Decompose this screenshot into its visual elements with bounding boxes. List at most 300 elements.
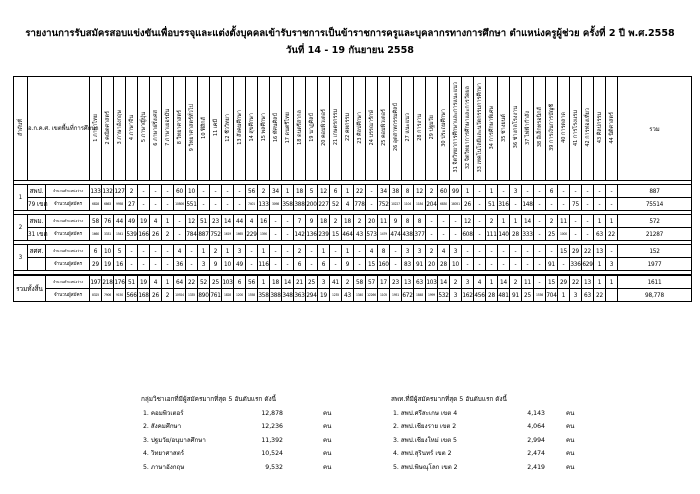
cell-positions: 18 <box>270 275 282 289</box>
cell-applicants: 1660 <box>90 228 102 241</box>
cell-applicants: 1390 <box>258 228 270 241</box>
cell-applicants-total: 21287 <box>618 228 692 241</box>
cell-applicants: 25 <box>522 289 534 302</box>
cell-applicants: 3098 <box>270 198 282 211</box>
cell-positions: 10 <box>186 185 198 198</box>
cell-applicants: - <box>162 198 174 211</box>
cell-positions: 99 <box>450 185 462 198</box>
cell-applicants: - <box>270 228 282 241</box>
cell-applicants: - <box>486 258 498 271</box>
list-item-value: 12,878 <box>261 409 283 417</box>
cell-positions: 3 <box>318 275 330 289</box>
cell-positions: 6 <box>234 275 246 289</box>
cell-applicants: 336 <box>570 258 582 271</box>
cell-positions: - <box>498 185 510 198</box>
cell-positions: 15 <box>558 245 570 258</box>
cell-applicants: 363 <box>294 289 306 302</box>
list-item <box>141 447 391 461</box>
cell-positions: 6 <box>90 245 102 258</box>
cell-applicants: - <box>582 198 594 211</box>
cell-applicants: 239 <box>318 228 330 241</box>
cell-positions: 1 <box>606 275 618 289</box>
col-header-subject: 26 อุตสาหกรรมศิลป์ <box>390 77 402 181</box>
cell-applicants: 2 <box>162 289 174 302</box>
cell-positions: 1 <box>258 245 270 258</box>
cell-applicants: 629 <box>582 258 594 271</box>
cell-positions: 29 <box>558 275 570 289</box>
cell-applicants: 27 <box>126 198 138 211</box>
row-region-count: 31 เขต <box>28 228 46 241</box>
cell-applicants: 43 <box>354 228 366 241</box>
cell-applicants: 1999 <box>426 289 438 302</box>
cell-applicants: 1104 <box>402 198 414 211</box>
list-item-unit: คน <box>566 423 575 430</box>
table-row-positions <box>14 215 692 228</box>
row-label-positions: จำนวนตำแหน่งว่าง <box>46 245 90 258</box>
cell-applicants: - <box>606 198 618 211</box>
cell-applicants: 51 <box>486 198 498 211</box>
cell-applicants: - <box>186 258 198 271</box>
cell-applicants: 608 <box>462 228 474 241</box>
cell-applicants: 10 <box>450 258 462 271</box>
cell-applicants: 83 <box>402 258 414 271</box>
cell-positions: 3 <box>462 275 474 289</box>
list-item-label: 4. สพป.สุรินทร์ เขต 2 <box>393 450 452 457</box>
cell-applicants: - <box>138 258 150 271</box>
cell-applicants: 22 <box>594 289 606 302</box>
cell-applicants: 18051 <box>450 198 462 211</box>
cell-positions: - <box>186 245 198 258</box>
col-header-subject: 12 ชีววิทยา <box>222 77 234 181</box>
cell-positions: 1 <box>606 215 618 228</box>
cell-applicants: 481 <box>498 289 510 302</box>
cell-positions: 25 <box>210 275 222 289</box>
cell-positions: 9 <box>390 215 402 228</box>
cell-applicants: 1536 <box>534 289 546 302</box>
cell-applicants: 784 <box>186 228 198 241</box>
cell-applicants: 10924 <box>174 289 186 302</box>
cell-applicants: 6 <box>318 258 330 271</box>
col-header-subject: 11 เคมี <box>210 77 222 181</box>
cell-positions: 2 <box>546 215 558 228</box>
cell-applicants: 551 <box>186 198 198 211</box>
row-label-applicants: จำนวนผู้สมัคร <box>46 228 90 241</box>
cell-applicants: 19 <box>102 258 114 271</box>
total-row-positions <box>14 275 692 289</box>
cell-applicants: - <box>498 258 510 271</box>
col-header-subject: 5 ภาษาญี่ปุ่น <box>138 77 150 181</box>
cell-positions: 2 <box>450 275 462 289</box>
cell-applicants: 26 <box>150 289 162 302</box>
col-header-subject: 2 คณิตศาสตร์ <box>102 77 114 181</box>
cell-positions: 1 <box>486 275 498 289</box>
cell-positions: 22 <box>186 275 198 289</box>
cell-applicants: 3 <box>570 289 582 302</box>
cell-positions: 2 <box>426 185 438 198</box>
list-item-label: 3. ปฐมวัย/อนุบาลศึกษา <box>143 436 206 444</box>
cell-positions: - <box>210 185 222 198</box>
cell-applicants: - <box>522 258 534 271</box>
cell-positions: 19 <box>138 275 150 289</box>
col-header-subject: 23 ศิลปศึกษา <box>354 77 366 181</box>
cell-positions: 1 <box>222 245 234 258</box>
cell-positions: 4 <box>366 245 378 258</box>
col-header-subject: 3 ภาษาอังกฤษ <box>114 77 126 181</box>
cell-applicants <box>606 289 618 302</box>
top-subjects-list <box>141 393 391 474</box>
row-seq: 1 <box>14 185 28 211</box>
cell-applicants: 116 <box>258 258 270 271</box>
cell-applicants: 28 <box>486 289 498 302</box>
cell-positions: 1 <box>498 215 510 228</box>
cell-applicants: 204 <box>426 198 438 211</box>
list-item <box>391 407 671 421</box>
list-item <box>391 461 671 475</box>
cell-positions: - <box>606 185 618 198</box>
cell-applicants: - <box>150 258 162 271</box>
cell-positions: 1 <box>198 245 210 258</box>
cell-positions: 29 <box>570 245 582 258</box>
cell-positions: - <box>138 185 150 198</box>
cell-positions: 4 <box>438 245 450 258</box>
cell-positions: 22 <box>570 275 582 289</box>
cell-applicants: - <box>306 258 318 271</box>
list-item-value: 2,994 <box>527 436 545 444</box>
cell-positions: 18 <box>318 215 330 228</box>
col-header-subject: 34 การศึกษาพิเศษ <box>486 77 498 181</box>
cell-positions: 25 <box>306 275 318 289</box>
cell-positions: 1 <box>258 275 270 289</box>
cell-positions: - <box>486 245 498 258</box>
cell-positions: 34 <box>270 185 282 198</box>
list-item-unit: คน <box>323 463 332 471</box>
list-item-unit: คน <box>566 436 575 444</box>
top-areas-heading: สพท.ที่มีผู้สมัครมากที่สุด 5 อันดับแรก ดังนี้ <box>391 395 507 403</box>
cell-positions: 11 <box>378 215 390 228</box>
col-header-subject: 25 คอมพิวเตอร์ <box>378 77 390 181</box>
cell-positions: 13 <box>402 275 414 289</box>
cell-positions: 1 <box>594 275 606 289</box>
cell-positions: 4 <box>246 215 258 228</box>
cell-positions: 34 <box>378 185 390 198</box>
cell-positions: 58 <box>90 215 102 228</box>
cell-applicants: 16 <box>114 258 126 271</box>
cell-applicants: - <box>546 198 558 211</box>
cell-applicants: - <box>450 228 462 241</box>
cell-positions: 38 <box>390 185 402 198</box>
cell-applicants: 388 <box>270 289 282 302</box>
list-item-label: 2. สพป.เชียงราย เขต 2 <box>393 423 457 430</box>
cell-positions: 60 <box>438 185 450 198</box>
cell-applicants: 532 <box>438 289 450 302</box>
cell-applicants-total: 98,778 <box>618 289 692 302</box>
cell-positions: - <box>510 245 522 258</box>
cell-positions: 23 <box>390 275 402 289</box>
cell-applicants: 752 <box>378 198 390 211</box>
cell-positions: 12 <box>318 185 330 198</box>
list-item-unit: คน <box>566 450 575 457</box>
cell-applicants: 1951 <box>390 289 402 302</box>
cell-positions: 1 <box>318 245 330 258</box>
row-region-count <box>28 258 46 271</box>
cell-applicants: 49 <box>234 258 246 271</box>
cell-applicants: 316 <box>498 198 510 211</box>
cell-positions: 8 <box>378 245 390 258</box>
cell-applicants: 388 <box>294 198 306 211</box>
cell-positions: 14 <box>438 275 450 289</box>
cell-positions: 19 <box>138 215 150 228</box>
col-header-subject: 40 การตลาด <box>558 77 570 181</box>
cell-positions: 133 <box>90 185 102 198</box>
cell-applicants: - <box>534 228 546 241</box>
cell-positions: - <box>162 185 174 198</box>
cell-applicants: 3331 <box>102 228 114 241</box>
list-item <box>141 407 391 421</box>
cell-positions: - <box>150 185 162 198</box>
cell-applicants: 333 <box>522 228 534 241</box>
cell-positions: 63 <box>414 275 426 289</box>
cell-applicants: 752 <box>210 228 222 241</box>
cell-applicants: 672 <box>402 289 414 302</box>
cell-positions: 12 <box>186 215 198 228</box>
cell-applicants: - <box>282 228 294 241</box>
cell-applicants: - <box>246 258 258 271</box>
cell-positions: 127 <box>114 185 126 198</box>
cell-positions: - <box>534 215 546 228</box>
cell-positions: - <box>282 245 294 258</box>
cell-applicants: 12266 <box>366 289 378 302</box>
cell-applicants: - <box>582 228 594 241</box>
cell-positions: 16 <box>258 215 270 228</box>
col-header-subject: 37 ไฟฟ้ากำลัง <box>522 77 534 181</box>
cell-applicants: 9150 <box>114 289 126 302</box>
cell-positions: 52 <box>198 275 210 289</box>
col-header-subject: 16 ทัศนศิลป์ <box>270 77 282 181</box>
col-header-subject: 28 การงาน <box>414 77 426 181</box>
cell-applicants: 1105 <box>378 289 390 302</box>
col-header-subject: 8 วิทยาศาสตร์ <box>174 77 186 181</box>
cell-positions: 2 <box>126 185 138 198</box>
cell-applicants: 358 <box>282 198 294 211</box>
list-item <box>391 447 671 461</box>
col-header-subject: 10 ฟิสิกส์ <box>198 77 210 181</box>
cell-applicants: 456 <box>474 289 486 302</box>
cell-positions: 11 <box>558 215 570 228</box>
cell-applicants: 142 <box>294 228 306 241</box>
list-item-value: 4,143 <box>527 409 545 417</box>
list-item-label: 4. วิทยาศาสตร์ <box>143 450 185 457</box>
list-item <box>141 461 391 475</box>
cell-applicants: 1665 <box>234 228 246 241</box>
list-item-value: 2,474 <box>527 450 545 457</box>
col-header-subject: 7 ภาษาเยอรมัน <box>162 77 174 181</box>
col-header-subject: 32 จิตวิทยาการศึกษาและการวัดผล <box>462 77 474 181</box>
cell-positions: - <box>126 245 138 258</box>
cell-applicants: - <box>270 258 282 271</box>
cell-applicants: - <box>462 258 474 271</box>
cell-positions: 3 <box>402 245 414 258</box>
cell-applicants: 29 <box>90 258 102 271</box>
list-item-unit: คน <box>566 463 575 471</box>
cell-applicants: 9958 <box>114 198 126 211</box>
cell-applicants: 26 <box>462 198 474 211</box>
cell-positions: 103 <box>426 275 438 289</box>
col-header-subject: 33 เทคโนโลยีและนวัตกรรมการศึกษา <box>474 77 486 181</box>
cell-positions: - <box>534 245 546 258</box>
cell-positions: 103 <box>222 275 234 289</box>
cell-positions: 2 <box>426 245 438 258</box>
cell-positions: - <box>306 245 318 258</box>
cell-applicants: 140 <box>498 228 510 241</box>
cell-positions: 176 <box>114 275 126 289</box>
cell-applicants: 15 <box>330 228 342 241</box>
cell-applicants-total: 1977 <box>618 258 692 271</box>
cell-applicants: 111 <box>486 228 498 241</box>
cell-applicants: - <box>594 198 606 211</box>
cell-positions: - <box>162 245 174 258</box>
cell-applicants: 1200 <box>234 289 246 302</box>
table-header-row <box>14 77 692 181</box>
col-header-subject: 41 การโรงแรม <box>570 77 582 181</box>
cell-applicants: 1848 <box>414 289 426 302</box>
cell-positions: 6 <box>546 185 558 198</box>
list-item-label: 1. สพป.ศรีสะเกษ เขต 4 <box>393 409 458 417</box>
list-item-label: 5. ภาษาอังกฤษ <box>143 463 185 471</box>
col-header-seq: ลำดับที่ <box>14 77 28 181</box>
cell-positions: 1 <box>486 185 498 198</box>
cell-applicants: 6 <box>294 258 306 271</box>
report-date: วันที่ 14 - 19 กันยายน 2558 <box>286 45 414 56</box>
cell-applicants: - <box>222 198 234 211</box>
cell-applicants: 43 <box>342 289 354 302</box>
cell-applicants: - <box>330 258 342 271</box>
list-item-unit: คน <box>323 436 332 444</box>
cell-positions: 1 <box>162 215 174 228</box>
cell-positions: 9 <box>306 215 318 228</box>
cell-applicants: 887 <box>198 228 210 241</box>
cell-applicants: 22 <box>606 228 618 241</box>
cell-applicants: 75 <box>570 198 582 211</box>
cell-positions: - <box>546 245 558 258</box>
cell-positions: 17 <box>378 275 390 289</box>
col-header-subject: 15 พลศึกษา <box>258 77 270 181</box>
cell-applicants: 25 <box>546 228 558 241</box>
cell-positions: 2 <box>342 275 354 289</box>
row-label-positions: จำนวนตำแหน่งว่าง <box>46 275 90 289</box>
cell-positions: - <box>222 185 234 198</box>
list-item <box>141 420 391 434</box>
col-header-subject: 43 ศิลปกรรม <box>594 77 606 181</box>
cell-applicants: 10227 <box>390 198 402 211</box>
cell-positions: 3 <box>234 245 246 258</box>
total-row-applicants <box>14 289 692 302</box>
total-label: รวมทั้งสิ้น <box>14 275 46 302</box>
cell-applicants: - <box>210 198 222 211</box>
cell-applicants: 438 <box>402 228 414 241</box>
cell-positions: 49 <box>126 215 138 228</box>
cell-positions: 8 <box>402 215 414 228</box>
cell-applicants: 761 <box>210 289 222 302</box>
col-header-subject: 14 สุขศึกษา <box>246 77 258 181</box>
cell-applicants: - <box>390 258 402 271</box>
cell-positions: 2 <box>294 245 306 258</box>
cell-applicants: 227 <box>318 198 330 211</box>
cell-applicants: 91 <box>414 258 426 271</box>
cell-applicants: 10806 <box>174 198 186 211</box>
cell-applicants: 168 <box>138 289 150 302</box>
cell-applicants: 1235 <box>330 289 342 302</box>
cell-applicants: 28 <box>438 258 450 271</box>
list-item <box>141 434 391 448</box>
cell-applicants: 539 <box>126 228 138 241</box>
cell-positions: 64 <box>174 275 186 289</box>
cell-applicants: 160 <box>378 258 390 271</box>
cell-applicants: - <box>162 258 174 271</box>
list-item-unit: คน <box>323 423 332 430</box>
cell-positions: 44 <box>114 215 126 228</box>
cell-applicants: 7906 <box>102 289 114 302</box>
cell-positions: 1 <box>162 275 174 289</box>
list-item-value: 12,236 <box>261 423 283 430</box>
cell-positions: 8 <box>414 215 426 228</box>
list-item-unit: คน <box>323 409 332 417</box>
col-header-subject: 29 ปฐมวัย <box>426 77 438 181</box>
col-header-subject: 13 สังคมศึกษา <box>234 77 246 181</box>
cell-positions: 14 <box>282 275 294 289</box>
cell-positions: 14 <box>222 215 234 228</box>
cell-positions: - <box>582 215 594 228</box>
cell-positions: 58 <box>354 275 366 289</box>
col-header-subject: 19 นาฏศิลป์ <box>306 77 318 181</box>
cell-applicants: 36 <box>174 258 186 271</box>
cell-positions: - <box>438 215 450 228</box>
cell-applicants: 133 <box>258 198 270 211</box>
cell-applicants: 7401 <box>246 198 258 211</box>
cell-positions: - <box>474 185 486 198</box>
row-seq: 3 <box>14 245 28 271</box>
cell-applicants: - <box>510 258 522 271</box>
col-header-subject: 18 ดนตรีสากล <box>294 77 306 181</box>
cell-applicants: 3 <box>450 289 462 302</box>
cell-applicants: 162 <box>462 289 474 302</box>
cell-applicants: 9 <box>342 258 354 271</box>
cell-applicants: 63 <box>582 289 594 302</box>
cell-positions: - <box>570 185 582 198</box>
cell-positions: - <box>534 185 546 198</box>
cell-positions: 1 <box>342 185 354 198</box>
cell-positions: - <box>534 275 546 289</box>
cell-applicants: 6863 <box>102 198 114 211</box>
cell-applicants-total: 75514 <box>618 198 692 211</box>
cell-positions: - <box>594 185 606 198</box>
cell-positions: 3 <box>510 185 522 198</box>
cell-applicants: - <box>138 198 150 211</box>
cell-positions: - <box>366 185 378 198</box>
report-title: รายงานการรับสมัครสอบแข่งขันเพื่อบรรจุและแต่งตั้งบุคคลเข้ารับราชการเป็นข้าราชการครูและบุคลากรทางการศึกษา ตำแหน่งครูผู้ช่วย ครั้งที่ 2 ปี พ.ศ.2558 <box>25 28 675 39</box>
cell-applicants: - <box>570 228 582 241</box>
cell-positions: 1 <box>462 185 474 198</box>
cell-applicants: 148 <box>522 198 534 211</box>
col-header-subject: 38 อิเล็กทรอนิกส์ <box>534 77 546 181</box>
cell-positions: 2 <box>510 275 522 289</box>
cell-positions: 2 <box>258 185 270 198</box>
col-header-subject: 9 วิทยาศาสตร์ทั่วไป <box>186 77 198 181</box>
cell-applicants: 1335 <box>186 289 198 302</box>
cell-positions: 56 <box>246 275 258 289</box>
cell-applicants: 704 <box>546 289 558 302</box>
cell-positions: 5 <box>306 185 318 198</box>
cell-applicants: 890 <box>198 289 210 302</box>
